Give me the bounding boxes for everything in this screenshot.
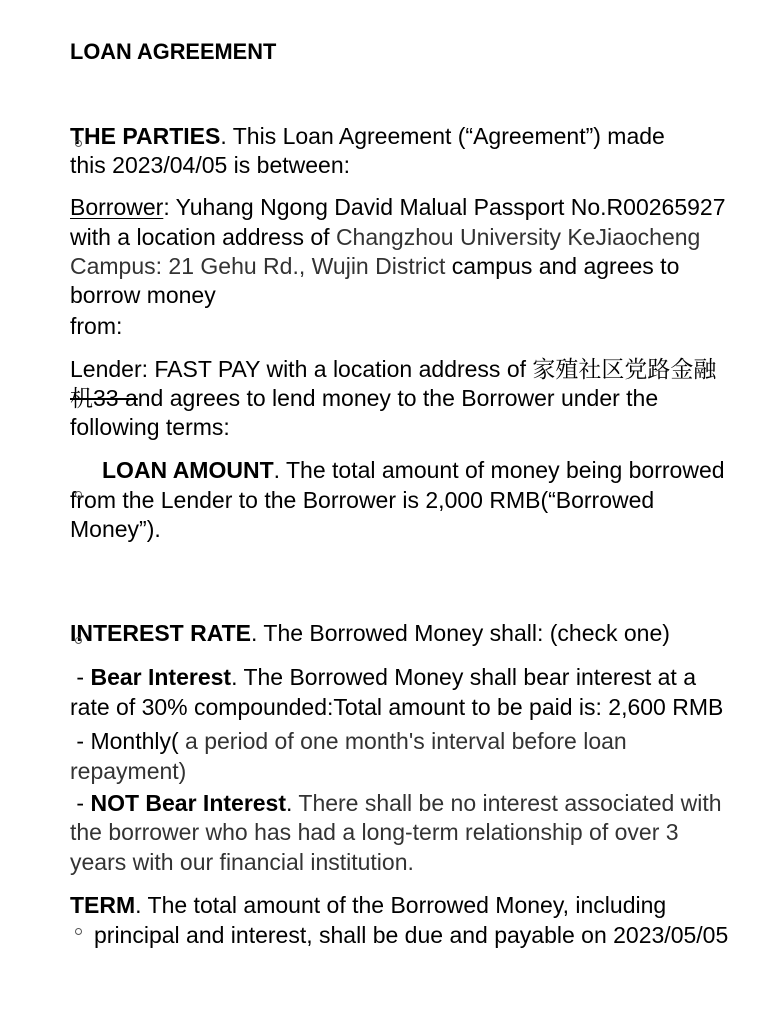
term-line-1 [70, 891, 666, 920]
not-bear-interest-period: . [286, 790, 299, 816]
monthly-label: Monthly( [90, 728, 179, 754]
lender-line-3: following terms: [70, 414, 230, 440]
borrower-line-4: borrow money [70, 282, 216, 308]
loan-amount-line-1 [102, 456, 725, 485]
not-bear-interest-line-3: years with our financial institution. [70, 849, 414, 875]
borrower-line-3 [70, 252, 679, 281]
parties-line-2: this 2023/04/05 is between: [70, 152, 351, 178]
term-text: . The total amount of the Borrowed Money, including [135, 892, 667, 918]
borrower-identity: : Yuhang Ngong David Malual Passport No.R00265927 [163, 194, 726, 220]
lender-line-1: Lender: FAST PAY with a location address of 家殖社区党路金融 [70, 356, 717, 382]
interest-rate-line-1 [70, 619, 670, 648]
loan-amount-heading: LOAN AMOUNT [102, 457, 274, 483]
not-bear-interest-label: NOT Bear Interest [90, 790, 287, 816]
borrower-line-5: from: [70, 313, 123, 339]
loan-amount-text: . The total amount of money being borrowed [273, 457, 725, 483]
loan-amount-line-2: from the Lender to the Borrower is 2,000 RMB(“Borrowed [70, 487, 655, 513]
parties-heading: THE PARTIES [70, 123, 221, 149]
not-bear-interest-line-1 [70, 789, 722, 818]
option-dash: - [70, 790, 91, 816]
borrower-address-part-1: Changzhou University KeJiaocheng [335, 224, 701, 250]
monthly-line-1 [70, 727, 627, 756]
not-bear-interest-line-2: the borrower who has had a long-term relationship of over 3 [70, 819, 679, 845]
bullet-icon [75, 140, 82, 147]
interest-rate-text: . The Borrowed Money shall: (check one) [251, 620, 670, 646]
bullet-icon [75, 928, 82, 935]
bear-interest-label: Bear Interest [90, 664, 232, 690]
bullet-icon [75, 637, 82, 644]
monthly-description: a period of one month's interval before loan [178, 728, 627, 754]
bullet-icon [75, 491, 82, 498]
option-dash: - [70, 728, 91, 754]
bear-interest-line-2: rate of 30% compounded:Total amount to be paid is: 2,600 RMB [70, 694, 724, 720]
borrower-agreement-text: campus and agrees to [445, 253, 680, 279]
bear-interest-line-1 [70, 663, 696, 692]
parties-line-1 [70, 122, 665, 151]
lender-terms-text: nd agrees to lend money to the Borrower under the [137, 385, 659, 411]
term-heading: TERM [70, 892, 136, 918]
borrower-line-1 [70, 193, 726, 222]
monthly-line-2: repayment) [70, 758, 187, 784]
loan-amount-line-3: Money”). [70, 516, 161, 542]
borrower-address-lead: with a location address of [70, 224, 336, 250]
term-line-2: principal and interest, shall be due and payable on 2023/05/05 [94, 922, 729, 948]
borrower-line-2 [70, 223, 700, 252]
lender-struck-text: 机33 a [70, 385, 138, 411]
document-title: LOAN AGREEMENT [70, 39, 277, 64]
option-dash: - [70, 664, 91, 690]
interest-rate-heading: INTEREST RATE [70, 620, 252, 646]
bear-interest-text: . The Borrowed Money shall bear interest at a [231, 664, 697, 690]
lender-line-2 [70, 384, 658, 413]
borrower-label: Borrower [70, 194, 164, 220]
parties-intro-text: . This Loan Agreement (“Agreement”) made [220, 123, 665, 149]
not-bear-interest-text: There shall be no interest associated with [298, 790, 722, 816]
borrower-address-part-2: Campus: 21 Gehu Rd., Wujin District [70, 253, 446, 279]
